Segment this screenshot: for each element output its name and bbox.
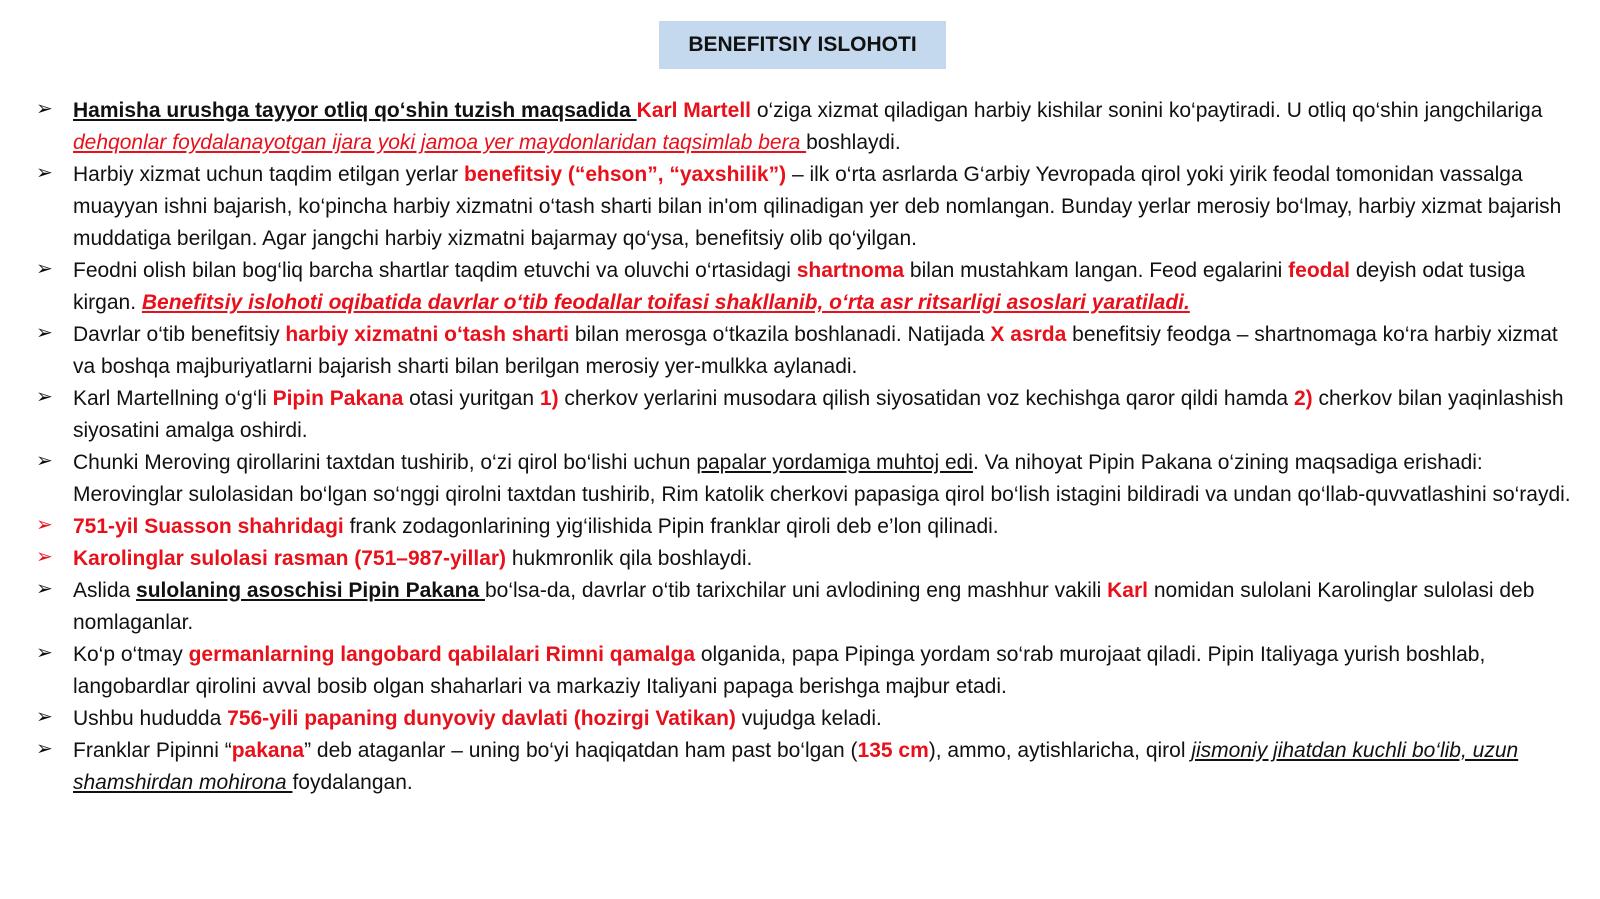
text-run: vujudga keladi.	[735, 707, 882, 730]
text-run: olganida, papa Pipinga yordam so‘rab murojaat qiladi. Pipin Italiyaga yurish boshlab, langobardlar qirolini avval bosib olgan shaharlari va markaziy Italiyani papaga berishga majbur etadi.	[73, 643, 1486, 698]
arrow-bullet-icon: ➢	[36, 642, 53, 664]
bullet-text	[73, 259, 1525, 314]
arrow-bullet-icon: ➢	[36, 98, 53, 120]
text-run: cherkov yerlarini musodara qilish siyosatidan voz kechishga qaror qildi hamda	[558, 387, 1294, 410]
bullet-text	[73, 387, 1564, 442]
text-run: X asrda	[990, 323, 1067, 346]
text-run: foydalangan.	[292, 771, 413, 794]
text-run: shartnoma	[796, 259, 905, 282]
bullet-item	[36, 543, 1581, 575]
text-run: bilan merosga o‘tkazila boshlanadi. Natijada	[569, 323, 991, 346]
text-run: germanlarning langobard qabilalari Rimni qamalga	[188, 643, 696, 666]
bullet-item	[36, 511, 1581, 543]
bullet-list	[36, 95, 1581, 799]
text-run: o‘ziga xizmat qiladigan harbiy kishilar sonini ko‘paytiradi. U otliq qo‘shin jangchilariga	[750, 99, 1543, 122]
text-run: Chunki Meroving qirollarini taxtdan tushirib, o‘zi qirol bo‘lishi uchun	[73, 451, 697, 474]
arrow-bullet-icon: ➢	[36, 578, 53, 600]
bullet-text	[73, 163, 1561, 250]
text-run: jismoniy jihatdan kuchli bo‘lib, uzun shamshirdan mohirona	[73, 739, 1519, 794]
bullet-item	[36, 95, 1581, 159]
text-run: Harbiy xizmat uchun taqdim etilgan yerlar	[73, 163, 465, 186]
text-run: otasi yuritgan	[403, 387, 540, 410]
text-run: cherkov bilan yaqinlashish siyosatini amalga oshirdi.	[73, 387, 1564, 442]
arrow-bullet-icon: ➢	[36, 546, 53, 568]
arrow-bullet-icon: ➢	[36, 514, 53, 536]
text-run: nomidan sulolani Karolinglar sulolasi deb nomlaganlar.	[73, 579, 1535, 634]
arrow-bullet-icon: ➢	[36, 706, 53, 728]
text-run: – ilk o‘rta asrlarda G‘arbiy Yevropada qirol yoki yirik feodal tomonidan vassalga muayyan ishni bajarish, ko‘pincha harbiy xizmatni o‘tash sharti bilan in'om qilinadigan yer deb nomlangan. Bunday yerlar merosiy bo‘lmay, harbiy xizmat bajarish muddatiga berilgan. Agar jangchi harbiy xizmatni bajarmay qo‘ysa, benefitsiy olib qo‘yilgan.	[73, 163, 1562, 250]
bullet-text	[73, 643, 1485, 698]
bullet-text	[73, 547, 752, 570]
text-run: harbiy xizmatni o‘tash sharti	[285, 323, 569, 346]
text-run: Pipin Pakana	[272, 387, 404, 410]
text-run: . Va nihoyat Pipin Pakana o‘zining maqsadiga erishadi: Merovinglar sulolasidan bo‘lgan so‘nggi qirolni taxtdan tushirib, Rim katolik cherkovi papasiga qirol bo‘lish istagini bildiradi va undan qo‘llab-quvvatlashini so‘raydi.	[73, 451, 1571, 506]
arrow-bullet-icon: ➢	[36, 450, 53, 472]
text-run: pakana	[231, 739, 305, 762]
text-run: Benefitsiy islohoti oqibatida davrlar o‘tib feodallar toifasi shakllanib, o‘rta asr ritsarligi asoslari yaratiladi.	[141, 291, 1190, 314]
text-run: Karolinglar sulolasi rasman (751–987-yillar)	[73, 547, 507, 570]
text-run: Feodni olish bilan bog‘liq barcha shartlar taqdim etuvchi va oluvchi o‘rtasidagi	[73, 259, 797, 282]
text-run: Hamisha urushga tayyor otliq qo‘shin tuzish maqsadida	[73, 99, 637, 122]
text-run: dehqonlar foydalanayotgan ijara yoki jamoa yer maydonlaridan taqsimlab bera	[73, 131, 807, 154]
bullet-item	[36, 319, 1581, 383]
bullet-item	[36, 159, 1581, 255]
bullet-text	[73, 579, 1534, 634]
text-run: 751-yil Suasson shahridagi	[73, 515, 344, 538]
bullet-text	[73, 739, 1518, 794]
text-run: feodal	[1288, 259, 1350, 282]
bullet-item	[36, 735, 1581, 799]
text-run: hukmronlik qila boshlaydi.	[506, 547, 753, 570]
text-run: frank zodagonlarining yig‘ilishida Pipin franklar qiroli deb e’lon qilinadi.	[343, 515, 999, 538]
text-run: Karl Martellning o‘g‘li	[73, 387, 273, 410]
arrow-bullet-icon: ➢	[36, 322, 53, 344]
arrow-bullet-icon: ➢	[36, 162, 53, 184]
text-run: Franklar Pipinni “	[73, 739, 232, 762]
text-run: 1)	[539, 387, 559, 410]
text-run: deyish odat tusiga kirgan.	[73, 259, 1526, 314]
bullet-text	[73, 451, 1571, 506]
arrow-bullet-icon: ➢	[36, 258, 53, 280]
arrow-bullet-icon: ➢	[36, 386, 53, 408]
text-run: boshlaydi.	[806, 131, 901, 154]
text-run: bilan mustahkam langan. Feod egalarini	[904, 259, 1289, 282]
bullet-item	[36, 383, 1581, 447]
text-run: sulolaning asoschisi Pipin Pakana	[136, 579, 485, 602]
text-run: 2)	[1293, 387, 1313, 410]
bullet-item	[36, 447, 1581, 511]
bullet-text	[73, 515, 999, 538]
bullet-item	[36, 255, 1581, 319]
text-run: Aslida	[73, 579, 137, 602]
slide-title: BENEFITSIY ISLOHOTI	[659, 21, 946, 69]
text-run: Ko‘p o‘tmay	[73, 643, 189, 666]
text-run: Karl Martell	[636, 99, 751, 122]
bullet-item	[36, 575, 1581, 639]
text-run: ), ammo, aytishlaricha, qirol	[928, 739, 1192, 762]
text-run: benefitsiy (“ehson”, “yaxshilik”)	[464, 163, 787, 186]
text-run: Karl	[1107, 579, 1148, 602]
bullet-item	[36, 703, 1581, 735]
text-run: benefitsiy feodga – shartnomaga ko‘ra harbiy xizmat va boshqa majburiyatlarni bajarish sharti bilan berilgan merosiy yer-mulkka aylanadi.	[73, 323, 1558, 378]
arrow-bullet-icon: ➢	[36, 738, 53, 760]
text-run: 756-yili papaning dunyoviy davlati (hozirgi Vatikan)	[227, 707, 736, 730]
bullet-item	[36, 639, 1581, 703]
text-run: Ushbu hududda	[73, 707, 228, 730]
bullet-text	[73, 99, 1542, 154]
text-run: 135 cm	[857, 739, 929, 762]
bullet-text	[73, 323, 1558, 378]
text-run: papalar yordamiga muhtoj edi	[696, 451, 973, 474]
bullet-text	[73, 707, 882, 730]
text-run: Davrlar o‘tib benefitsiy	[73, 323, 286, 346]
text-run: ” deb ataganlar – uning bo‘yi haqiqatdan ham past bo‘lgan (	[304, 739, 858, 762]
text-run: bo‘lsa-da, davrlar o‘tib tarixchilar uni avlodining eng mashhur vakili	[484, 579, 1108, 602]
